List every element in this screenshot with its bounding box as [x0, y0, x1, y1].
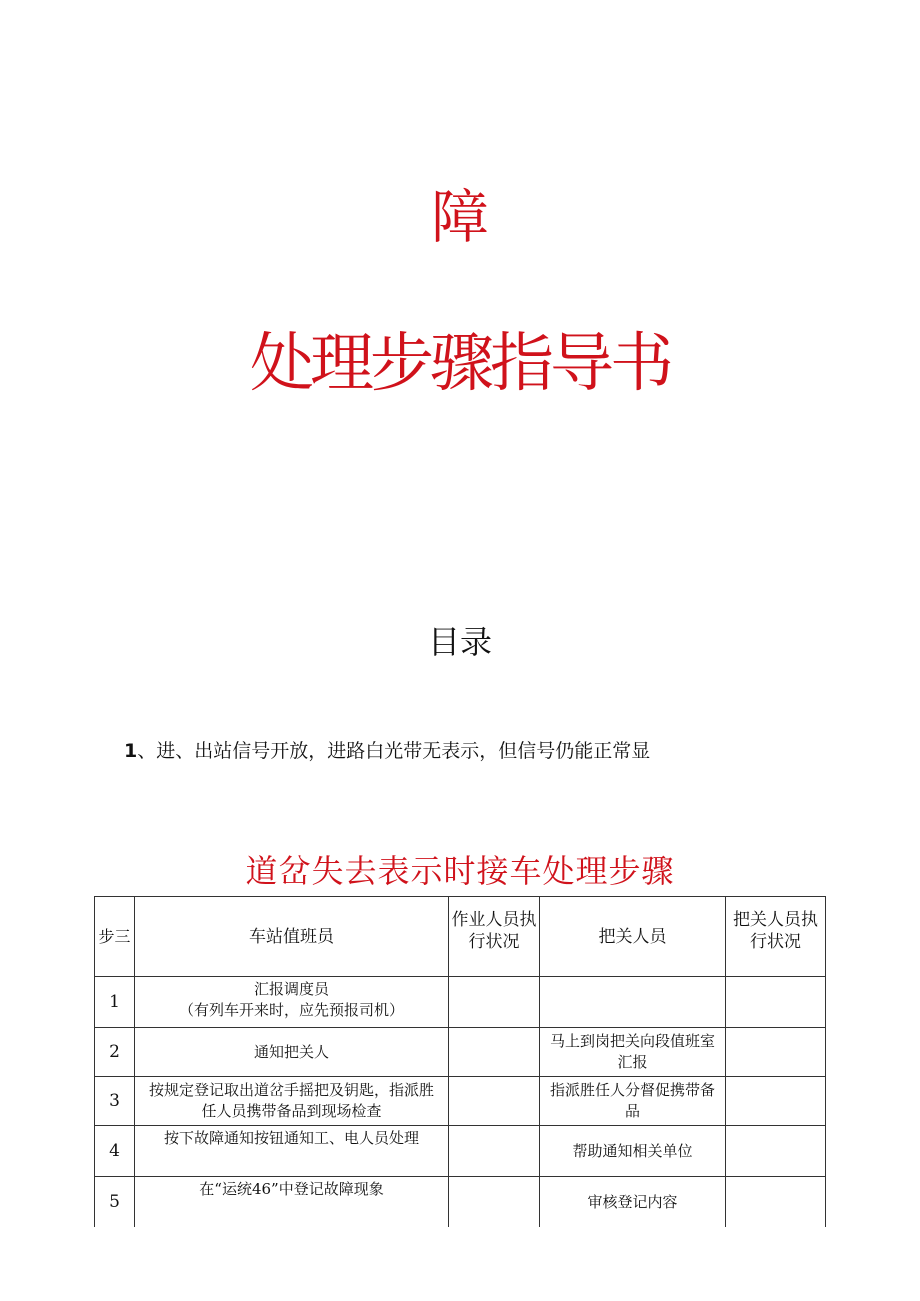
- checker-action: 帮助通知相关单位: [540, 1126, 726, 1177]
- procedure-table: [94, 896, 826, 1227]
- station-action: 按规定登记取出道岔手摇把及钥匙，指派胜任人员携带备品到现场检查: [135, 1077, 449, 1126]
- toc-item-text: 、进、出站信号开放，进路白光带无表示，但信号仍能正常显: [137, 740, 651, 762]
- checker-action: 马上到岗把关向段值班室汇报: [540, 1028, 726, 1077]
- table-header-row: [95, 897, 826, 977]
- checker-action: [540, 977, 726, 1028]
- station-action: 在“运统46”中登记故障现象: [135, 1177, 449, 1228]
- header-station-duty: 车站值班员: [135, 897, 449, 977]
- checker-status-cell[interactable]: [726, 1077, 826, 1126]
- cover-title-line1: 障: [430, 183, 489, 251]
- step-number: 2: [95, 1028, 135, 1077]
- step-number: 3: [95, 1077, 135, 1126]
- step-number: 5: [95, 1177, 135, 1228]
- checker-status-cell[interactable]: [726, 1126, 826, 1177]
- step-number: 4: [95, 1126, 135, 1177]
- station-action: 通知把关人: [135, 1028, 449, 1077]
- table-row: [95, 1126, 826, 1177]
- toc-item-number: 1: [124, 740, 138, 762]
- worker-status-cell[interactable]: [449, 1028, 540, 1077]
- checker-action: 指派胜任人分督促携带备品: [540, 1077, 726, 1126]
- table-row: [95, 977, 826, 1028]
- header-checker: 把关人员: [540, 897, 726, 977]
- table-row: [95, 1077, 826, 1126]
- table-row: [95, 1028, 826, 1077]
- checker-status-cell[interactable]: [726, 977, 826, 1028]
- header-worker-status: 作业人员执行状况: [449, 897, 540, 977]
- station-action: 按下故障通知按钮通知工、电人员处理: [135, 1126, 449, 1177]
- station-action: 汇报调度员 （有列车开来时，应先预报司机）: [135, 977, 449, 1028]
- toc-heading: 目录: [427, 623, 492, 661]
- header-step: 步三: [95, 897, 135, 977]
- worker-status-cell[interactable]: [449, 1177, 540, 1228]
- cover-title-line2: 处理步骤指导书: [250, 327, 670, 401]
- worker-status-cell[interactable]: [449, 1077, 540, 1126]
- worker-status-cell[interactable]: [449, 1126, 540, 1177]
- checker-action: 审核登记内容: [540, 1177, 726, 1228]
- checker-status-cell[interactable]: [726, 1028, 826, 1077]
- section-title: 道岔失去表示时接车处理步骤: [245, 852, 675, 890]
- header-checker-status: 把关人员执行状况: [726, 897, 826, 977]
- step-number: 1: [95, 977, 135, 1028]
- worker-status-cell[interactable]: [449, 977, 540, 1028]
- toc-item[interactable]: [124, 736, 650, 763]
- table-row: [95, 1177, 826, 1228]
- checker-status-cell[interactable]: [726, 1177, 826, 1228]
